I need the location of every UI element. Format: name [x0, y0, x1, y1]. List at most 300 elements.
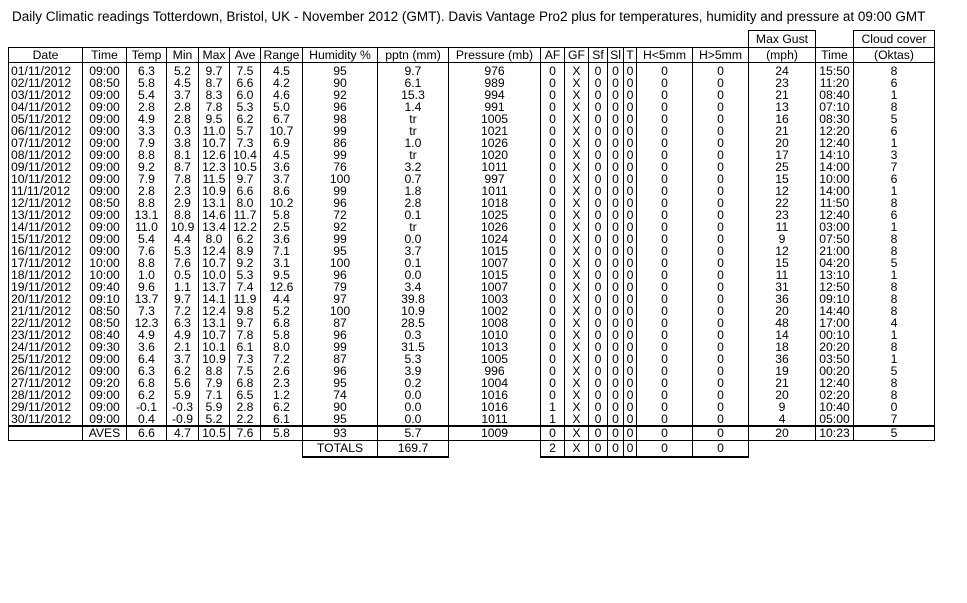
header-gust-time: Time [816, 48, 854, 63]
cell-cloud-oktas: 1 [854, 221, 935, 233]
cell-time: 09:00 [83, 389, 127, 401]
cell-gf: X [565, 77, 589, 89]
table-row [9, 401, 935, 413]
cell-ave: 6.5 [230, 389, 261, 401]
cell-range: 2.6 [261, 365, 303, 377]
aves-h-gt5mm: 0 [693, 426, 749, 441]
cell-temp: 7.9 [127, 173, 167, 185]
cloud-cover-header: Cloud cover [854, 31, 935, 48]
cell-humidity: 100 [303, 173, 378, 185]
cell-sf: 0 [589, 161, 608, 173]
cell-sl: 0 [608, 257, 624, 269]
cell-gust-time: 12:40 [816, 137, 854, 149]
cell-pptn: 28.5 [378, 317, 449, 329]
cell-sf: 0 [589, 281, 608, 293]
cell-pptn: 0.0 [378, 413, 449, 426]
cell-gust-mph: 11 [749, 221, 816, 233]
aves-time: AVES [83, 426, 127, 441]
cell-t: 0 [624, 401, 637, 413]
aves-humidity: 93 [303, 426, 378, 441]
cell-t: 0 [624, 245, 637, 257]
cell-h-gt5mm: 0 [693, 245, 749, 257]
table-row [9, 293, 935, 305]
cell-af: 0 [541, 149, 565, 161]
cell-cloud-oktas: 4 [854, 317, 935, 329]
cell-humidity: 76 [303, 161, 378, 173]
cell-af: 1 [541, 413, 565, 426]
cell-pressure: 976 [449, 63, 541, 78]
cell-h-gt5mm: 0 [693, 89, 749, 101]
cell-range: 8.6 [261, 185, 303, 197]
cell-af: 0 [541, 197, 565, 209]
cell-ave: 9.8 [230, 305, 261, 317]
cell-sl: 0 [608, 293, 624, 305]
cell-h-lt5mm: 0 [637, 353, 693, 365]
cell-t: 0 [624, 341, 637, 353]
cell-sl: 0 [608, 63, 624, 78]
cell-af: 0 [541, 221, 565, 233]
cell-gf: X [565, 221, 589, 233]
cell-gust-mph: 31 [749, 281, 816, 293]
cell-max: 10.7 [199, 137, 230, 149]
table-row [9, 389, 935, 401]
cell-sf: 0 [589, 197, 608, 209]
cell-time: 09:00 [83, 233, 127, 245]
cell-h-gt5mm: 0 [693, 149, 749, 161]
cell-time: 09:00 [83, 209, 127, 221]
cell-date: 25/11/2012 [9, 353, 83, 365]
cell-pressure: 1007 [449, 257, 541, 269]
cell-date: 10/11/2012 [9, 173, 83, 185]
cell-time: 08:50 [83, 317, 127, 329]
cell-sl: 0 [608, 113, 624, 125]
cell-h-gt5mm: 0 [693, 257, 749, 269]
table-row [9, 221, 935, 233]
cell-time: 09:00 [83, 365, 127, 377]
cell-gust-mph: 22 [749, 197, 816, 209]
cell-max: 10.9 [199, 185, 230, 197]
cell-pptn: 2.8 [378, 197, 449, 209]
cell-max: 8.8 [199, 365, 230, 377]
cell-ave: 5.3 [230, 269, 261, 281]
cell-date: 19/11/2012 [9, 281, 83, 293]
cell-temp: 9.2 [127, 161, 167, 173]
cell-t: 0 [624, 89, 637, 101]
cell-h-gt5mm: 0 [693, 341, 749, 353]
header-pressure: Pressure (mb) [449, 48, 541, 63]
cell-sf: 0 [589, 257, 608, 269]
cell-h-lt5mm: 0 [637, 137, 693, 149]
cell-range: 3.6 [261, 233, 303, 245]
cell-date: 29/11/2012 [9, 401, 83, 413]
cell-min: 2.8 [167, 101, 199, 113]
cell-temp: 3.3 [127, 125, 167, 137]
cell-gust-time: 10:40 [816, 401, 854, 413]
cell-pressure: 1018 [449, 197, 541, 209]
cell-temp: -0.1 [127, 401, 167, 413]
cell-h-gt5mm: 0 [693, 293, 749, 305]
cell-range: 3.6 [261, 161, 303, 173]
cell-max: 10.0 [199, 269, 230, 281]
cell-time: 09:00 [83, 173, 127, 185]
cell-sl: 0 [608, 197, 624, 209]
cell-h-lt5mm: 0 [637, 377, 693, 389]
cell-t: 0 [624, 269, 637, 281]
aves-pressure: 1009 [449, 426, 541, 441]
header-gust-mph: (mph) [749, 48, 816, 63]
cell-sl: 0 [608, 185, 624, 197]
cell-gust-mph: 19 [749, 365, 816, 377]
cell-gust-time: 14:00 [816, 185, 854, 197]
cell-min: 8.1 [167, 149, 199, 161]
cell-range: 10.2 [261, 197, 303, 209]
cell-temp: 3.6 [127, 341, 167, 353]
aves-gust-mph: 20 [749, 426, 816, 441]
max-gust-header: Max Gust [749, 31, 816, 48]
cell-time: 09:00 [83, 137, 127, 149]
cell-pptn: 6.1 [378, 77, 449, 89]
cell-gust-time: 00:10 [816, 329, 854, 341]
cell-pressure: 1011 [449, 413, 541, 426]
cell-humidity: 92 [303, 221, 378, 233]
header-min: Min [167, 48, 199, 63]
cell-ave: 10.4 [230, 149, 261, 161]
cell-time: 09:20 [83, 377, 127, 389]
cell-sl: 0 [608, 317, 624, 329]
cell-sf: 0 [589, 377, 608, 389]
cell-gf: X [565, 293, 589, 305]
cell-humidity: 99 [303, 125, 378, 137]
cell-temp: 1.0 [127, 269, 167, 281]
cell-h-gt5mm: 0 [693, 401, 749, 413]
cell-gust-mph: 12 [749, 185, 816, 197]
cell-range: 3.7 [261, 173, 303, 185]
cell-humidity: 74 [303, 389, 378, 401]
cell-h-lt5mm: 0 [637, 185, 693, 197]
cell-gust-mph: 48 [749, 317, 816, 329]
cell-af: 0 [541, 113, 565, 125]
header-row-top [9, 31, 935, 48]
cell-pressure: 1002 [449, 305, 541, 317]
cell-ave: 7.3 [230, 353, 261, 365]
cell-date: 18/11/2012 [9, 269, 83, 281]
cell-gust-mph: 23 [749, 209, 816, 221]
cell-humidity: 99 [303, 185, 378, 197]
cell-ave: 9.2 [230, 257, 261, 269]
cell-sf: 0 [589, 113, 608, 125]
cell-cloud-oktas: 1 [854, 89, 935, 101]
cell-pressure: 1026 [449, 137, 541, 149]
cell-pptn: 0.0 [378, 269, 449, 281]
cell-temp: 6.8 [127, 377, 167, 389]
cell-pressure: 1015 [449, 269, 541, 281]
cell-t: 0 [624, 353, 637, 365]
cell-pressure: 1021 [449, 125, 541, 137]
cell-min: 10.9 [167, 221, 199, 233]
cell-af: 0 [541, 89, 565, 101]
cell-cloud-oktas: 8 [854, 389, 935, 401]
cell-sl: 0 [608, 269, 624, 281]
cell-pressure: 1016 [449, 389, 541, 401]
cell-sl: 0 [608, 161, 624, 173]
cell-sf: 0 [589, 221, 608, 233]
cell-sf: 0 [589, 233, 608, 245]
header-humidity: Humidity % [303, 48, 378, 63]
cell-h-gt5mm: 0 [693, 221, 749, 233]
cell-gust-time: 07:50 [816, 233, 854, 245]
cell-max: 5.2 [199, 413, 230, 426]
cell-gust-time: 11:20 [816, 77, 854, 89]
cell-h-lt5mm: 0 [637, 63, 693, 78]
cell-time: 09:00 [83, 221, 127, 233]
table-row [9, 137, 935, 149]
cell-ave: 6.1 [230, 341, 261, 353]
cell-sf: 0 [589, 413, 608, 426]
cell-t: 0 [624, 413, 637, 426]
cell-gf: X [565, 113, 589, 125]
table-row [9, 113, 935, 125]
cell-pptn: 0.1 [378, 209, 449, 221]
cell-ave: 9.7 [230, 173, 261, 185]
cell-temp: 13.1 [127, 209, 167, 221]
cell-cloud-oktas: 6 [854, 77, 935, 89]
cell-min: 3.7 [167, 353, 199, 365]
cell-ave: 6.0 [230, 89, 261, 101]
table-row [9, 149, 935, 161]
cell-date: 05/11/2012 [9, 113, 83, 125]
cell-h-lt5mm: 0 [637, 101, 693, 113]
cell-sl: 0 [608, 101, 624, 113]
cell-af: 0 [541, 257, 565, 269]
cell-af: 0 [541, 389, 565, 401]
cell-cloud-oktas: 5 [854, 257, 935, 269]
cell-pptn: 0.7 [378, 173, 449, 185]
cell-h-lt5mm: 0 [637, 113, 693, 125]
cell-gf: X [565, 317, 589, 329]
cell-t: 0 [624, 185, 637, 197]
cell-date: 27/11/2012 [9, 377, 83, 389]
cell-min: 6.2 [167, 365, 199, 377]
cell-h-gt5mm: 0 [693, 197, 749, 209]
cell-gf: X [565, 329, 589, 341]
totals-h-gt5mm: 0 [693, 441, 749, 458]
cell-af: 0 [541, 63, 565, 78]
cell-gf: X [565, 185, 589, 197]
cell-h-lt5mm: 0 [637, 389, 693, 401]
cell-gf: X [565, 341, 589, 353]
cell-h-lt5mm: 0 [637, 365, 693, 377]
cell-range: 6.1 [261, 413, 303, 426]
cell-gf: X [565, 125, 589, 137]
cell-max: 9.5 [199, 113, 230, 125]
cell-h-gt5mm: 0 [693, 305, 749, 317]
cell-af: 0 [541, 137, 565, 149]
header-date: Date [9, 48, 83, 63]
cell-humidity: 72 [303, 209, 378, 221]
cell-temp: 8.8 [127, 197, 167, 209]
cell-gf: X [565, 161, 589, 173]
cell-max: 13.1 [199, 197, 230, 209]
cell-h-gt5mm: 0 [693, 161, 749, 173]
cell-t: 0 [624, 257, 637, 269]
cell-t: 0 [624, 161, 637, 173]
cell-t: 0 [624, 305, 637, 317]
cell-cloud-oktas: 8 [854, 293, 935, 305]
cell-pressure: 989 [449, 77, 541, 89]
cell-gf: X [565, 89, 589, 101]
cell-cloud-oktas: 1 [854, 185, 935, 197]
cell-max: 14.1 [199, 293, 230, 305]
cell-pressure: 997 [449, 173, 541, 185]
cell-range: 4.4 [261, 293, 303, 305]
cell-temp: 0.4 [127, 413, 167, 426]
cell-cloud-oktas: 8 [854, 281, 935, 293]
cell-gf: X [565, 233, 589, 245]
table-row [9, 233, 935, 245]
cell-t: 0 [624, 377, 637, 389]
cell-pressure: 1004 [449, 377, 541, 389]
cell-sl: 0 [608, 329, 624, 341]
cell-h-lt5mm: 0 [637, 341, 693, 353]
cell-af: 0 [541, 293, 565, 305]
totals-blank [854, 441, 935, 458]
cell-ave: 11.9 [230, 293, 261, 305]
cell-pressure: 994 [449, 89, 541, 101]
cell-date: 02/11/2012 [9, 77, 83, 89]
cell-sf: 0 [589, 125, 608, 137]
cell-date: 08/11/2012 [9, 149, 83, 161]
table-row [9, 413, 935, 426]
aves-cloud-oktas: 5 [854, 426, 935, 441]
cell-max: 13.7 [199, 281, 230, 293]
cell-humidity: 100 [303, 257, 378, 269]
cell-h-gt5mm: 0 [693, 389, 749, 401]
cell-date: 13/11/2012 [9, 209, 83, 221]
cell-ave: 7.5 [230, 365, 261, 377]
aves-date [9, 426, 83, 441]
cell-date: 03/11/2012 [9, 89, 83, 101]
cell-temp: 7.6 [127, 245, 167, 257]
cell-gust-time: 04:20 [816, 257, 854, 269]
cell-max: 8.7 [199, 77, 230, 89]
table-row [9, 125, 935, 137]
cell-time: 08:50 [83, 197, 127, 209]
cell-cloud-oktas: 8 [854, 63, 935, 78]
cell-sf: 0 [589, 269, 608, 281]
cell-pptn: 5.3 [378, 353, 449, 365]
cell-humidity: 79 [303, 281, 378, 293]
cell-gust-time: 05:00 [816, 413, 854, 426]
cell-range: 4.6 [261, 89, 303, 101]
cell-h-lt5mm: 0 [637, 317, 693, 329]
totals-t: 0 [624, 441, 637, 458]
cell-time: 09:00 [83, 149, 127, 161]
cell-h-gt5mm: 0 [693, 173, 749, 185]
cell-max: 12.6 [199, 149, 230, 161]
cell-range: 6.7 [261, 113, 303, 125]
aves-temp: 6.6 [127, 426, 167, 441]
cell-range: 7.2 [261, 353, 303, 365]
cell-humidity: 87 [303, 317, 378, 329]
cell-t: 0 [624, 293, 637, 305]
cell-temp: 6.4 [127, 353, 167, 365]
cell-date: 22/11/2012 [9, 317, 83, 329]
cell-gust-mph: 9 [749, 401, 816, 413]
cell-min: 4.9 [167, 329, 199, 341]
cell-date: 21/11/2012 [9, 305, 83, 317]
cell-h-gt5mm: 0 [693, 137, 749, 149]
cell-gf: X [565, 173, 589, 185]
cell-h-gt5mm: 0 [693, 413, 749, 426]
cell-sl: 0 [608, 233, 624, 245]
cell-pressure: 1008 [449, 317, 541, 329]
table-row [9, 173, 935, 185]
cell-sl: 0 [608, 281, 624, 293]
cell-h-gt5mm: 0 [693, 77, 749, 89]
table-row [9, 89, 935, 101]
cell-h-lt5mm: 0 [637, 413, 693, 426]
totals-sf: 0 [589, 441, 608, 458]
cell-min: 3.7 [167, 89, 199, 101]
cell-cloud-oktas: 8 [854, 233, 935, 245]
cell-ave: 10.5 [230, 161, 261, 173]
cell-pptn: 0.0 [378, 233, 449, 245]
totals-blank [127, 441, 167, 458]
cell-h-lt5mm: 0 [637, 221, 693, 233]
cell-t: 0 [624, 233, 637, 245]
cell-af: 0 [541, 329, 565, 341]
cell-af: 0 [541, 209, 565, 221]
cell-sl: 0 [608, 77, 624, 89]
cell-range: 12.6 [261, 281, 303, 293]
cell-gf: X [565, 197, 589, 209]
cell-humidity: 96 [303, 365, 378, 377]
cell-date: 12/11/2012 [9, 197, 83, 209]
table-row [9, 197, 935, 209]
cell-humidity: 98 [303, 113, 378, 125]
cell-sl: 0 [608, 137, 624, 149]
cell-min: 3.8 [167, 137, 199, 149]
cell-h-gt5mm: 0 [693, 377, 749, 389]
cell-gust-time: 07:10 [816, 101, 854, 113]
cell-temp: 13.7 [127, 293, 167, 305]
cell-t: 0 [624, 77, 637, 89]
cell-sl: 0 [608, 401, 624, 413]
header-temp: Temp [127, 48, 167, 63]
cell-range: 3.1 [261, 257, 303, 269]
cell-gust-time: 00:20 [816, 365, 854, 377]
cell-date: 01/11/2012 [9, 63, 83, 78]
cell-date: 28/11/2012 [9, 389, 83, 401]
cell-cloud-oktas: 7 [854, 161, 935, 173]
totals-blank [83, 441, 127, 458]
cell-h-lt5mm: 0 [637, 245, 693, 257]
cell-pptn: 3.4 [378, 281, 449, 293]
cell-h-lt5mm: 0 [637, 329, 693, 341]
cell-min: 1.1 [167, 281, 199, 293]
cell-date: 09/11/2012 [9, 161, 83, 173]
cell-time: 09:40 [83, 281, 127, 293]
cell-af: 0 [541, 77, 565, 89]
cell-temp: 7.3 [127, 305, 167, 317]
cell-sl: 0 [608, 377, 624, 389]
cell-date: 11/11/2012 [9, 185, 83, 197]
cell-pptn: 1.4 [378, 101, 449, 113]
cell-h-lt5mm: 0 [637, 197, 693, 209]
cell-h-gt5mm: 0 [693, 353, 749, 365]
cell-sf: 0 [589, 209, 608, 221]
cell-pptn: 3.2 [378, 161, 449, 173]
